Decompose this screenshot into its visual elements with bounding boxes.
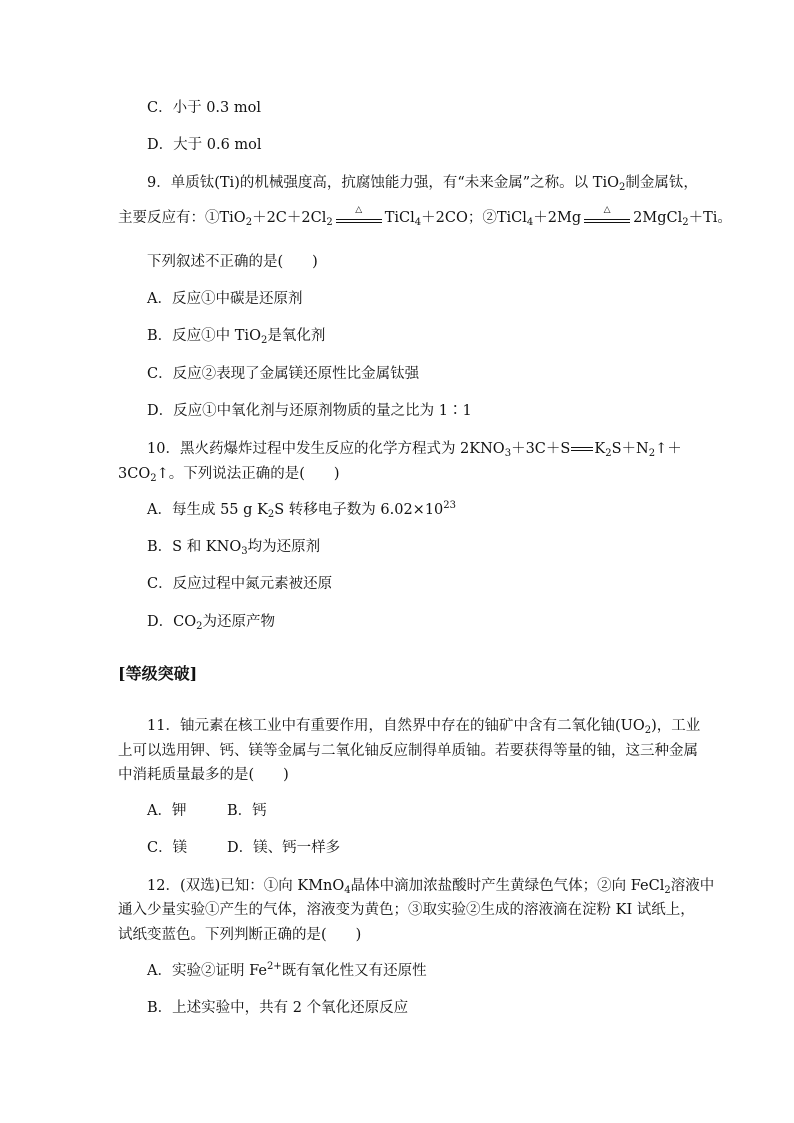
q9-r1-mid: ＋2C＋2Cl bbox=[252, 210, 327, 226]
q11-stem-line2: 上可以选用钾、钙、镁等金属与二氧化铀反应制得单质铀。若要获得等量的铀，这三种金属 bbox=[118, 743, 698, 759]
q12-option-a-pre: A．实验②证明 Fe bbox=[147, 963, 267, 979]
q11-stem-line1 bbox=[147, 716, 700, 736]
q10-option-a-mid: S 转移电子数为 6.02×10 bbox=[274, 502, 444, 518]
q12-stem-line2: 通入少量实验①产生的气体，溶液变为黄色；③取实验②生成的溶液滴在淀粉 KI 试纸上， bbox=[118, 902, 695, 918]
q12-line1-sub2: 2 bbox=[664, 885, 671, 896]
q12-option-a-post: 既有氧化性又有还原性 bbox=[281, 963, 427, 979]
q9-reactions bbox=[118, 205, 732, 228]
q12-line1-post: 溶液中 bbox=[670, 878, 715, 894]
q10-option-b-post: 均为还原剂 bbox=[247, 539, 321, 555]
q10-option-b-pre: B．S 和 KNO bbox=[147, 539, 242, 555]
q10-stem-mid3: S＋N bbox=[611, 441, 649, 457]
heat-arrow bbox=[584, 205, 630, 225]
q10-line2-sub: 2 bbox=[150, 473, 157, 484]
q10-option-d-sub: 2 bbox=[196, 621, 203, 632]
q12-line1-pre: 12．(双选)已知：①向 KMnO bbox=[147, 878, 345, 894]
q9-r2-product: 2MgCl bbox=[633, 210, 683, 226]
q10-option-a-pre: A．每生成 55 g K bbox=[147, 502, 268, 518]
q10-stem-mid2: K bbox=[594, 441, 606, 457]
heat-symbol: △ bbox=[355, 205, 363, 215]
q10-option-a-sub: 2 bbox=[267, 509, 275, 520]
q12-option-b: B．上述实验中，共有 2 个氧化还原反应 bbox=[147, 1000, 409, 1016]
q9-r1-tail: ＋2CO；②TiCl bbox=[421, 210, 527, 226]
q9-r1-product: TiCl bbox=[384, 210, 415, 226]
q10-stem-sub1: 3 bbox=[504, 448, 512, 459]
q9-option-b-pre: B．反应①中 TiO bbox=[147, 328, 261, 344]
q12-stem-line1 bbox=[147, 876, 714, 896]
q10-option-d-post: 为还原产物 bbox=[202, 614, 275, 630]
q11-line1-post: )，工业 bbox=[651, 718, 701, 734]
heat-symbol: △ bbox=[603, 205, 611, 215]
q10-line2-post: ↑。下列说法正确的是( ) bbox=[156, 466, 340, 482]
q12-line1-mid: 晶体中滴加浓盐酸时产生黄绿色气体；②向 FeCl bbox=[350, 878, 665, 894]
q10-option-c: C．反应过程中氮元素被还原 bbox=[147, 576, 333, 592]
q9-stem-tail: 制金属钛， bbox=[625, 175, 698, 191]
section-heading: [等级突破] bbox=[118, 664, 198, 683]
q9-r2-tail: ＋Ti。 bbox=[688, 210, 732, 226]
q11-option-d: D．镁、钙一样多 bbox=[227, 840, 341, 856]
q10-stem-line2 bbox=[118, 464, 340, 484]
q9-r1-sub3: 4 bbox=[414, 217, 422, 228]
q9-option-b-sub: 2 bbox=[260, 335, 268, 346]
equals-sign bbox=[571, 444, 593, 454]
q12-option-a-sup: 2+ bbox=[266, 961, 282, 972]
q11-option-c: C．镁 bbox=[147, 840, 188, 856]
q9-option-a: A．反应①中碳是还原剂 bbox=[147, 291, 303, 307]
q9-option-b-post: 是氧化剂 bbox=[267, 328, 326, 344]
q9-stem bbox=[147, 173, 698, 193]
q9-r1-sub1: 2 bbox=[245, 217, 253, 228]
q10-option-a bbox=[147, 500, 456, 520]
q11-option-a: A．钾 bbox=[147, 803, 187, 819]
q9-r1-sub2: 2 bbox=[326, 217, 333, 228]
q11-option-b: B．钙 bbox=[227, 803, 267, 819]
q9-option-b bbox=[147, 326, 325, 346]
q8-option-c: C．小于 0.3 mol bbox=[147, 100, 261, 116]
q10-option-d bbox=[147, 612, 275, 632]
q10-stem-pre: 10．黑火药爆炸过程中发生反应的化学方程式为 2KNO bbox=[147, 441, 505, 457]
heat-arrow bbox=[336, 205, 382, 225]
q9-stem-sub: 2 bbox=[618, 182, 626, 193]
q12-stem-line3: 试纸变蓝色。下列判断正确的是( ) bbox=[118, 927, 362, 943]
q10-stem-sub2: 2 bbox=[605, 448, 612, 459]
q10-stem-sub3: 2 bbox=[648, 448, 656, 459]
q9-stem-text: 9．单质钛(Ti)的机械强度高，抗腐蚀能力强，有“未来金属”之称。以 TiO bbox=[147, 175, 619, 191]
q9-r2-sub2: 2 bbox=[682, 217, 689, 228]
q12-option-a bbox=[147, 961, 427, 981]
q9-r1-prefix: 主要反应有：①TiO bbox=[118, 210, 246, 226]
q10-option-d-pre: D．CO bbox=[147, 614, 197, 630]
q10-option-b bbox=[147, 537, 320, 557]
q9-r2-mid: ＋2Mg bbox=[533, 210, 582, 226]
q10-option-a-sup: 23 bbox=[443, 500, 457, 511]
q10-stem-mid1: ＋3C＋S bbox=[511, 441, 571, 457]
q11-line1-pre: 11．铀元素在核工业中有重要作用，自然界中存在的铀矿中含有二氧化铀(UO bbox=[147, 718, 645, 734]
q11-stem-line3: 中消耗质量最多的是( ) bbox=[118, 767, 289, 783]
q10-stem-mid4: ↑＋ bbox=[655, 441, 682, 457]
q10-stem bbox=[147, 439, 682, 459]
q9-r2-sub1: 4 bbox=[526, 217, 534, 228]
q9-question: 下列叙述不正确的是( ) bbox=[147, 254, 318, 270]
q12-line1-sub1: 4 bbox=[344, 885, 351, 896]
q8-option-d: D．大于 0.6 mol bbox=[147, 137, 262, 153]
q9-option-c: C．反应②表现了金属镁还原性比金属钛强 bbox=[147, 366, 420, 382]
q9-option-d: D．反应①中氧化剂与还原剂物质的量之比为 1∶1 bbox=[147, 403, 472, 419]
q11-line1-sub: 2 bbox=[644, 725, 652, 736]
q10-option-b-sub: 3 bbox=[241, 546, 248, 557]
q10-line2-pre: 3CO bbox=[118, 466, 151, 482]
